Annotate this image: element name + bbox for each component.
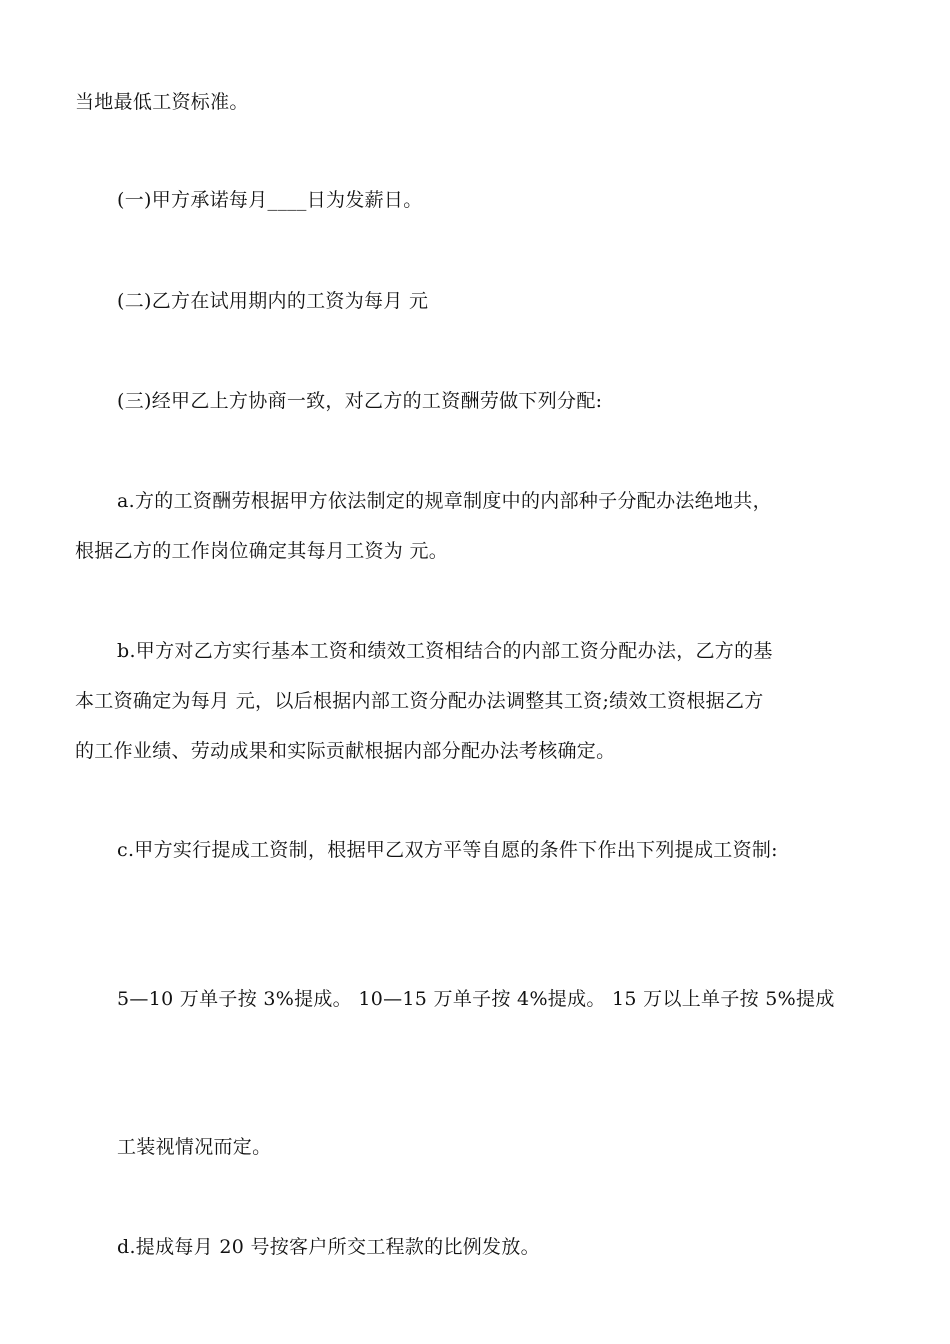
item-d-payment: d.提成每月 20 号按客户所交工程款的比例发放。 [117,1236,540,1258]
clause-2-probation-wage: (二)乙方在试用期内的工资为每月 元 [117,290,429,312]
item-a-line-1: a.方的工资酬劳根据甲方依法制定的规章制度中的内部种子分配办法绝地共， [117,490,772,512]
commission-rates: 5—10 万单子按 3%提成。 10—15 万单子按 4%提成。 15 万以上单子按 5%提成 [117,988,835,1010]
item-c-commission: c.甲方实行提成工资制，根据甲乙双方平等自愿的条件下作出下列提成工资制: [117,839,778,861]
item-b-line-2: 本工资确定为每月 元，以后根据内部工资分配办法调整其工资;绩效工资根据乙方 [75,690,764,712]
item-b-line-1: b.甲方对乙方实行基本工资和绩效工资相结合的内部工资分配办法，乙方的基 [117,640,773,662]
item-b-line-3: 的工作业绩、劳动成果和实际贡献根据内部分配办法考核确定。 [75,740,616,762]
item-a-line-2: 根据乙方的工作岗位确定其每月工资为 元。 [75,540,449,562]
paragraph-line-minimum-wage: 当地最低工资标准。 [75,91,249,113]
clause-3-wage-distribution: (三)经甲乙上方协商一致，对乙方的工资酬劳做下列分配: [117,390,603,412]
clause-1-payday: (一)甲方承诺每月____日为发薪日。 [117,189,423,211]
uniform-note: 工装视情况而定。 [117,1136,272,1158]
